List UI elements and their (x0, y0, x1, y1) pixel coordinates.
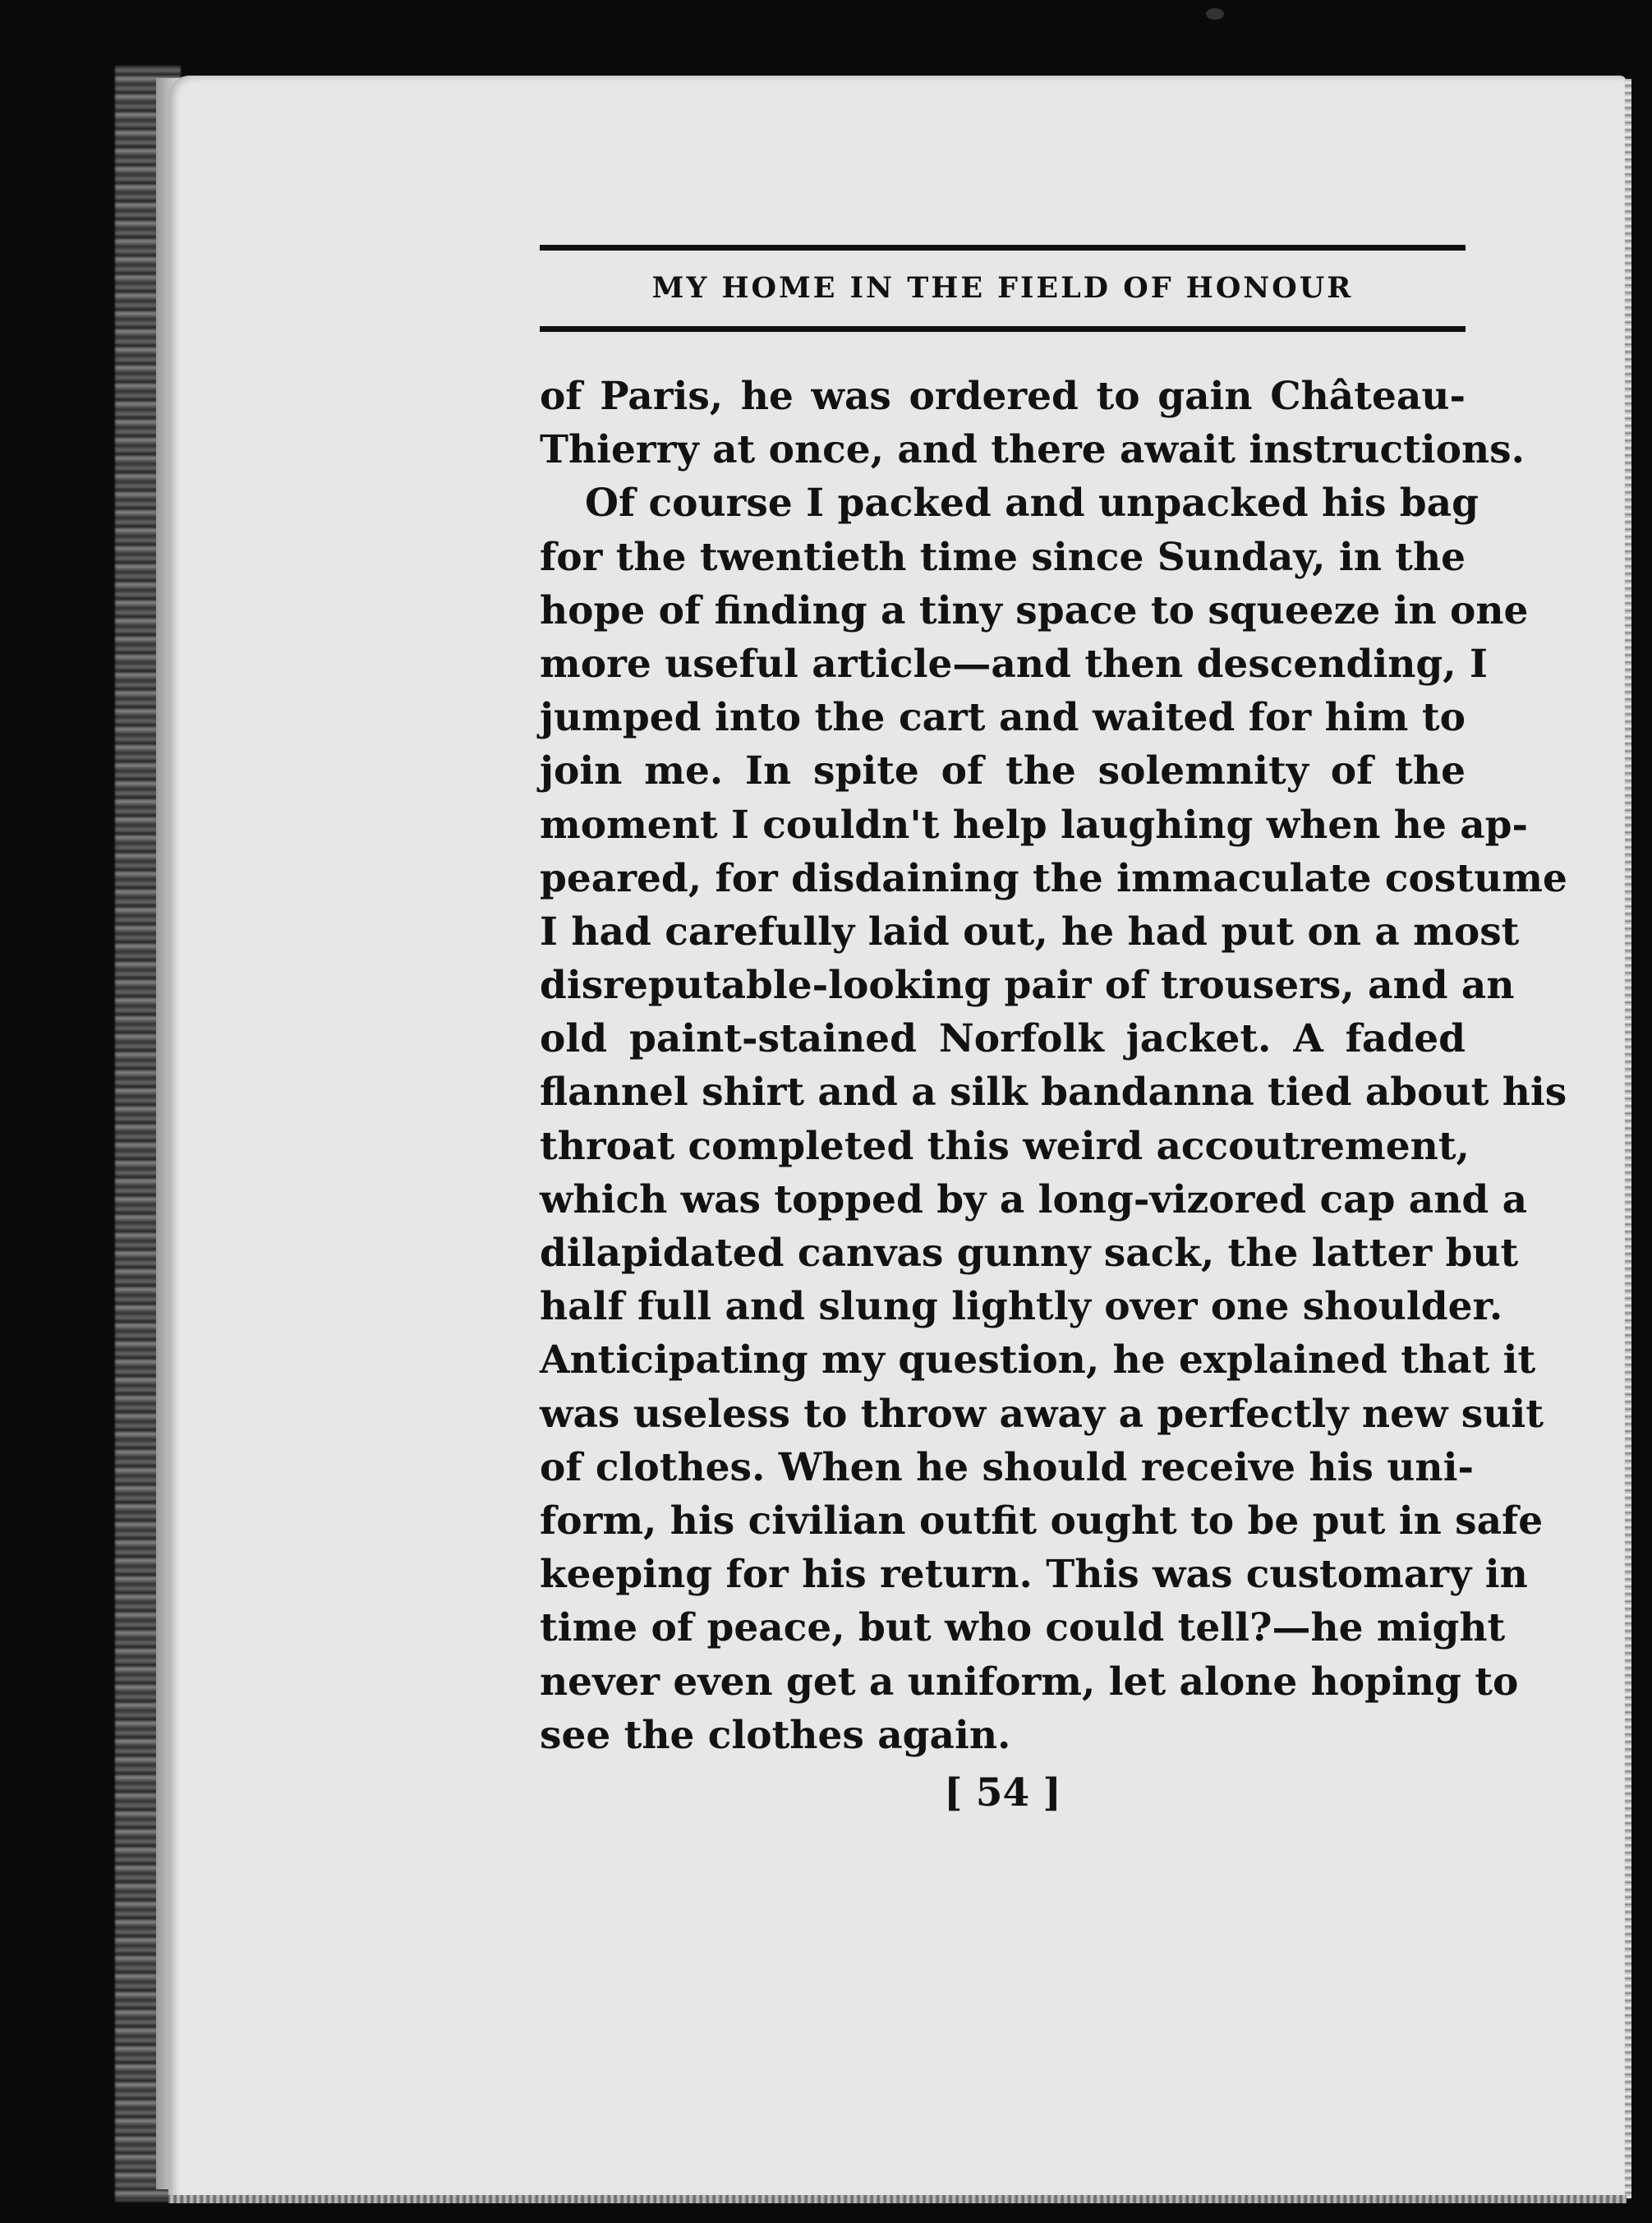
text-line: flannel shirt and a silk bandanna tied about his (540, 1070, 1567, 1116)
running-head: MY HOME IN THE FIELD OF HONOUR (651, 271, 1354, 305)
body-text (540, 370, 1567, 1762)
text-line: join me. In spite of the solemnity of the (540, 748, 1466, 794)
text-line: for the twentieth time since Sunday, in the (540, 534, 1466, 580)
page-edge-right (1625, 79, 1631, 2198)
text-line: see the clothes again. (540, 1712, 1011, 1758)
text-line: jumped into the cart and waited for him to (540, 695, 1466, 741)
text-line: Thierry at once, and there await instructions. (540, 427, 1525, 473)
page-edge-bottom (168, 2195, 1627, 2203)
text-line: never even get a uniform, let alone hoping to (540, 1659, 1519, 1705)
text-line: hope of finding a tiny space to squeeze in one (540, 587, 1529, 633)
text-block (540, 245, 1567, 1816)
text-line: of Paris, he was ordered to gain Château- (540, 374, 1466, 419)
text-line: peared, for disdaining the immaculate costume (540, 855, 1567, 901)
text-line: half full and slung lightly over one shoulder. (540, 1284, 1503, 1330)
dust-speck (1206, 8, 1224, 20)
text-line: Anticipating my question, he explained that it (540, 1337, 1536, 1383)
text-line: dilapidated canvas gunny sack, the latter but (540, 1231, 1519, 1276)
header-rule-top (540, 245, 1466, 251)
text-line: moment I couldn't help laughing when he ap- (540, 802, 1529, 848)
text-line: throat completed this weird accoutrement, (540, 1123, 1470, 1169)
text-line: was useless to throw away a perfectly new suit (540, 1391, 1544, 1437)
text-line: more useful article—and then descending, I (540, 641, 1488, 687)
text-line: keeping for his return. This was customary in (540, 1552, 1528, 1598)
page-number: [ 54 ] (944, 1770, 1061, 1816)
text-line: of clothes. When he should receive his uni- (540, 1444, 1474, 1490)
text-line: Of course I packed and unpacked his bag (585, 481, 1479, 527)
text-line: which was topped by a long-vizored cap and a (540, 1176, 1528, 1222)
header-rule-bottom (540, 326, 1466, 332)
text-line: time of peace, but who could tell?—he might (540, 1605, 1506, 1651)
text-line: old paint-stained Norfolk jacket. A faded (540, 1016, 1466, 1062)
text-line: I had carefully laid out, he had put on a most (540, 909, 1520, 955)
text-line: disreputable-looking pair of trousers, and an (540, 963, 1515, 1009)
text-line: form, his civilian outfit ought to be put in safe (540, 1498, 1544, 1544)
